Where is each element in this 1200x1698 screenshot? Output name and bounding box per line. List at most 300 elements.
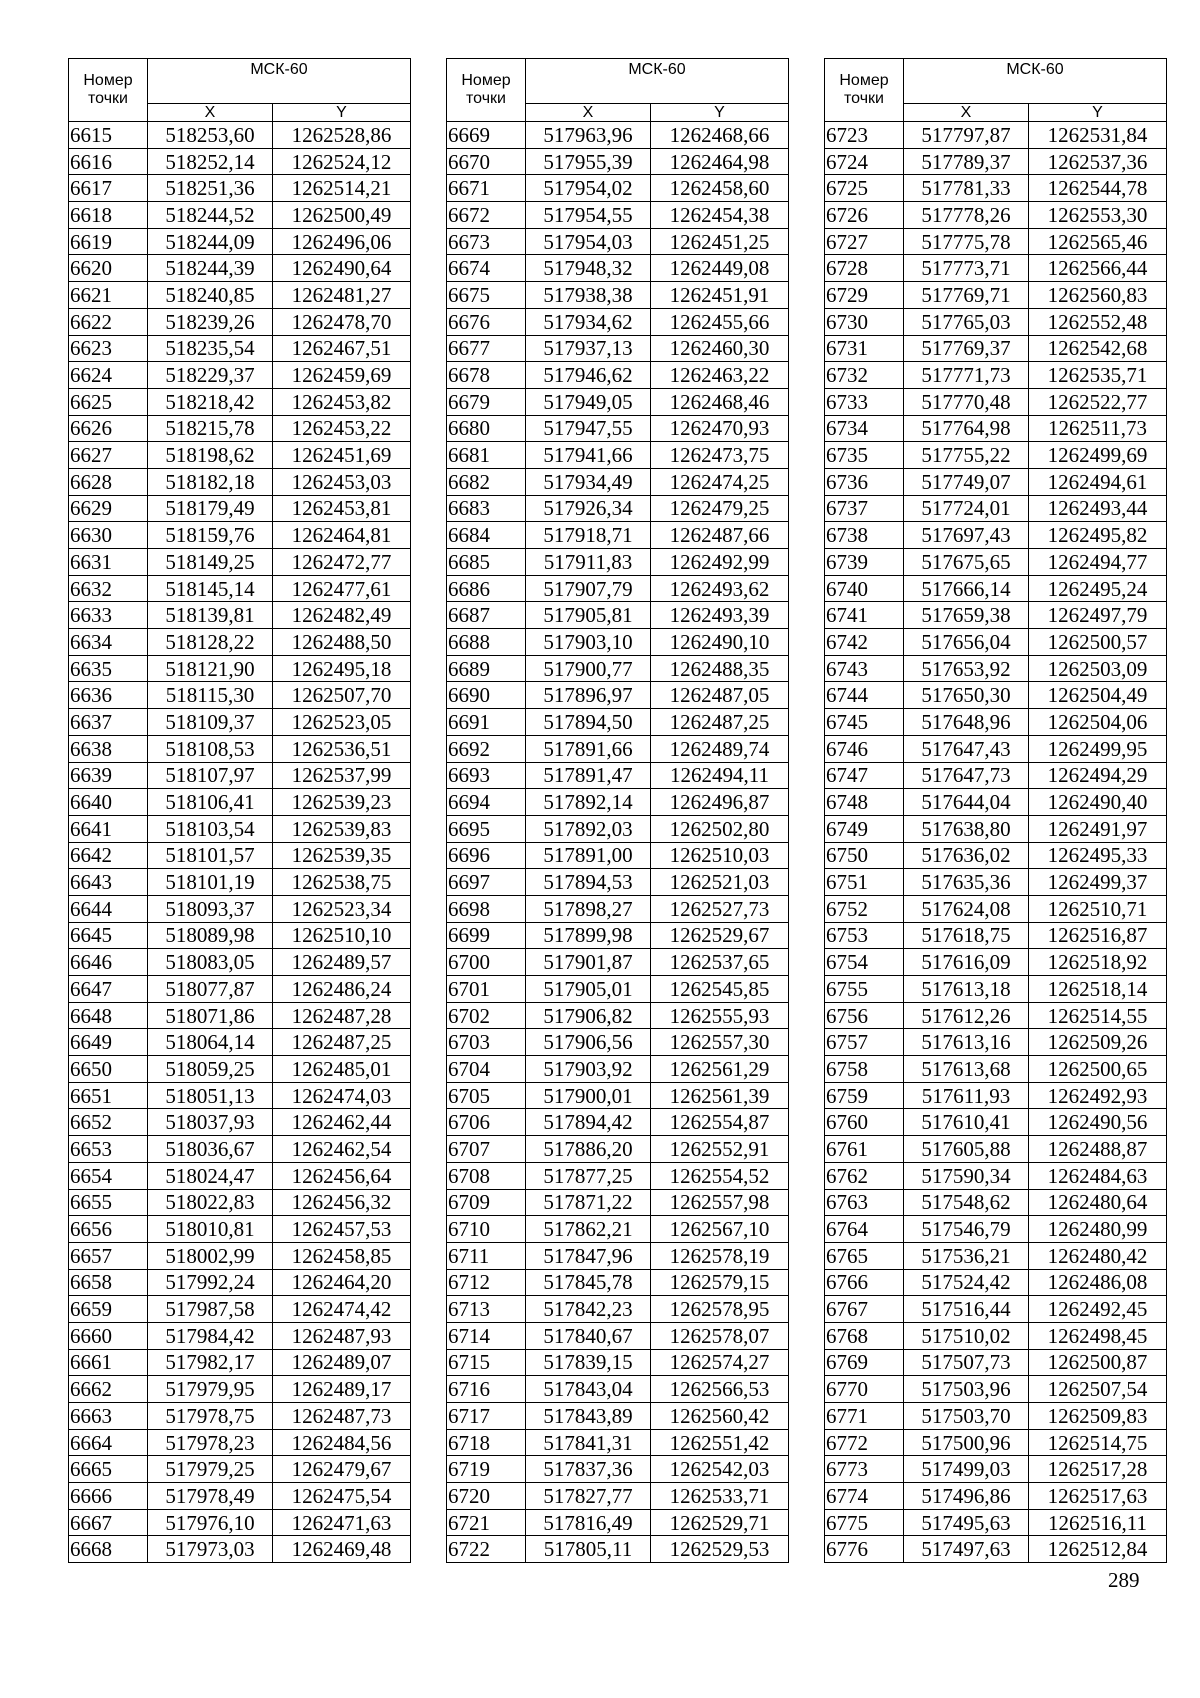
table-row <box>447 1136 789 1163</box>
x-coordinate-cell: 517900,77 <box>526 655 651 682</box>
y-coordinate-cell: 1262561,29 <box>651 1056 789 1083</box>
y-coordinate-cell: 1262472,77 <box>273 549 411 576</box>
point-number-cell: 6680 <box>447 415 526 442</box>
point-number-cell: 6710 <box>447 1216 526 1243</box>
table-row <box>825 1349 1167 1376</box>
table-row <box>825 869 1167 896</box>
table-row <box>447 602 789 629</box>
y-coordinate-cell: 1262504,49 <box>1029 682 1167 709</box>
table-row <box>69 735 411 762</box>
x-coordinate-cell: 518244,52 <box>148 202 273 229</box>
x-coordinate-cell: 517644,04 <box>904 789 1029 816</box>
table-row <box>447 842 789 869</box>
table-row <box>825 122 1167 149</box>
y-coordinate-cell: 1262480,64 <box>1029 1189 1167 1216</box>
coordinates-table-2 <box>446 58 789 1563</box>
y-coordinate-cell: 1262468,46 <box>651 388 789 415</box>
point-number-cell: 6646 <box>69 949 148 976</box>
x-coordinate-cell: 518251,36 <box>148 175 273 202</box>
table-row <box>447 655 789 682</box>
point-number-cell: 6776 <box>825 1536 904 1563</box>
point-number-cell: 6701 <box>447 976 526 1003</box>
y-coordinate-cell: 1262552,91 <box>651 1136 789 1163</box>
table-row <box>69 549 411 576</box>
x-coordinate-cell: 517816,49 <box>526 1509 651 1536</box>
y-coordinate-cell: 1262560,42 <box>651 1403 789 1430</box>
point-number-cell: 6659 <box>69 1296 148 1323</box>
table-body <box>447 122 789 1563</box>
point-number-cell: 6627 <box>69 442 148 469</box>
y-coordinate-cell: 1262495,82 <box>1029 522 1167 549</box>
x-coordinate-cell: 518108,53 <box>148 735 273 762</box>
y-coordinate-cell: 1262486,24 <box>273 976 411 1003</box>
x-coordinate-cell: 517949,05 <box>526 388 651 415</box>
table-row <box>447 122 789 149</box>
point-number-cell: 6713 <box>447 1296 526 1323</box>
table-row <box>825 709 1167 736</box>
x-coordinate-cell: 517941,66 <box>526 442 651 469</box>
y-coordinate-cell: 1262531,84 <box>1029 122 1167 149</box>
table-row <box>825 1082 1167 1109</box>
table-row <box>825 1456 1167 1483</box>
point-number-cell: 6693 <box>447 762 526 789</box>
y-coordinate-cell: 1262529,53 <box>651 1536 789 1563</box>
table-body <box>825 122 1167 1563</box>
x-header: X <box>904 104 1029 122</box>
x-coordinate-cell: 517843,04 <box>526 1376 651 1403</box>
y-coordinate-cell: 1262566,53 <box>651 1376 789 1403</box>
table-row <box>69 122 411 149</box>
y-coordinate-cell: 1262500,57 <box>1029 629 1167 656</box>
y-coordinate-cell: 1262574,27 <box>651 1349 789 1376</box>
point-number-cell: 6750 <box>825 842 904 869</box>
x-coordinate-cell: 517548,62 <box>904 1189 1029 1216</box>
y-coordinate-cell: 1262578,19 <box>651 1242 789 1269</box>
y-coordinate-cell: 1262453,82 <box>273 388 411 415</box>
x-coordinate-cell: 517653,92 <box>904 655 1029 682</box>
table-row <box>69 976 411 1003</box>
x-coordinate-cell: 517610,41 <box>904 1109 1029 1136</box>
table-row <box>69 602 411 629</box>
point-number-cell: 6702 <box>447 1002 526 1029</box>
point-number-cell: 6770 <box>825 1376 904 1403</box>
x-coordinate-cell: 517896,97 <box>526 682 651 709</box>
x-coordinate-cell: 517903,10 <box>526 629 651 656</box>
table-row <box>825 895 1167 922</box>
point-number-cell: 6743 <box>825 655 904 682</box>
point-number-cell: 6704 <box>447 1056 526 1083</box>
y-coordinate-cell: 1262551,42 <box>651 1429 789 1456</box>
x-coordinate-cell: 518149,25 <box>148 549 273 576</box>
x-coordinate-cell: 517892,14 <box>526 789 651 816</box>
coordinates-table-1 <box>68 58 411 1563</box>
point-number-cell: 6746 <box>825 735 904 762</box>
x-coordinate-cell: 517675,65 <box>904 549 1029 576</box>
point-number-cell: 6734 <box>825 415 904 442</box>
point-number-cell: 6696 <box>447 842 526 869</box>
point-number-cell: 6773 <box>825 1456 904 1483</box>
x-coordinate-cell: 518107,97 <box>148 762 273 789</box>
x-coordinate-cell: 517590,34 <box>904 1162 1029 1189</box>
table-row <box>69 949 411 976</box>
point-number-cell: 6695 <box>447 815 526 842</box>
x-coordinate-cell: 517892,03 <box>526 815 651 842</box>
y-coordinate-cell: 1262518,92 <box>1029 949 1167 976</box>
point-number-cell: 6654 <box>69 1162 148 1189</box>
table-row <box>825 308 1167 335</box>
table-row <box>447 1483 789 1510</box>
table-row <box>69 1162 411 1189</box>
table-row <box>825 1509 1167 1536</box>
x-coordinate-cell: 517516,44 <box>904 1296 1029 1323</box>
point-number-cell: 6763 <box>825 1189 904 1216</box>
x-coordinate-cell: 517847,96 <box>526 1242 651 1269</box>
point-number-cell: 6764 <box>825 1216 904 1243</box>
point-number-cell: 6762 <box>825 1162 904 1189</box>
x-coordinate-cell: 518077,87 <box>148 976 273 1003</box>
x-coordinate-cell: 517659,38 <box>904 602 1029 629</box>
y-coordinate-cell: 1262449,08 <box>651 255 789 282</box>
point-number-cell: 6691 <box>447 709 526 736</box>
table-row <box>825 415 1167 442</box>
y-coordinate-cell: 1262468,66 <box>651 122 789 149</box>
x-coordinate-cell: 517613,16 <box>904 1029 1029 1056</box>
y-coordinate-cell: 1262554,87 <box>651 1109 789 1136</box>
table-row <box>447 1056 789 1083</box>
point-number-cell: 6645 <box>69 922 148 949</box>
y-coordinate-cell: 1262495,18 <box>273 655 411 682</box>
x-coordinate-cell: 517605,88 <box>904 1136 1029 1163</box>
point-number-cell: 6712 <box>447 1269 526 1296</box>
table-row <box>447 1082 789 1109</box>
point-number-cell: 6658 <box>69 1269 148 1296</box>
table-row <box>825 388 1167 415</box>
y-coordinate-cell: 1262535,71 <box>1029 362 1167 389</box>
x-coordinate-cell: 517900,01 <box>526 1082 651 1109</box>
table-row <box>825 255 1167 282</box>
point-number-cell: 6623 <box>69 335 148 362</box>
x-coordinate-cell: 518101,57 <box>148 842 273 869</box>
point-number-cell: 6676 <box>447 308 526 335</box>
table-row <box>447 495 789 522</box>
y-coordinate-cell: 1262463,22 <box>651 362 789 389</box>
y-coordinate-cell: 1262480,42 <box>1029 1242 1167 1269</box>
y-coordinate-cell: 1262490,40 <box>1029 789 1167 816</box>
x-coordinate-cell: 517954,03 <box>526 228 651 255</box>
table-row <box>825 148 1167 175</box>
table-row <box>69 575 411 602</box>
table-row <box>825 1056 1167 1083</box>
point-number-cell: 6681 <box>447 442 526 469</box>
y-coordinate-cell: 1262464,81 <box>273 522 411 549</box>
point-number-cell: 6631 <box>69 549 148 576</box>
page-number: 289 <box>1108 1568 1140 1592</box>
table-row <box>447 1269 789 1296</box>
point-number-cell: 6660 <box>69 1322 148 1349</box>
table-row <box>825 1269 1167 1296</box>
y-coordinate-cell: 1262514,21 <box>273 175 411 202</box>
table-row <box>447 1296 789 1323</box>
y-coordinate-cell: 1262507,54 <box>1029 1376 1167 1403</box>
y-coordinate-cell: 1262451,69 <box>273 442 411 469</box>
point-number-cell: 6745 <box>825 709 904 736</box>
point-number-cell: 6733 <box>825 388 904 415</box>
table-row <box>825 762 1167 789</box>
y-coordinate-cell: 1262488,50 <box>273 629 411 656</box>
y-coordinate-cell: 1262487,93 <box>273 1322 411 1349</box>
x-coordinate-cell: 517618,75 <box>904 922 1029 949</box>
table-row <box>447 1429 789 1456</box>
x-coordinate-cell: 517973,03 <box>148 1536 273 1563</box>
point-number-cell: 6736 <box>825 468 904 495</box>
y-coordinate-cell: 1262529,71 <box>651 1509 789 1536</box>
x-coordinate-cell: 517778,26 <box>904 202 1029 229</box>
point-number-cell: 6723 <box>825 122 904 149</box>
table-row <box>69 869 411 896</box>
point-number-cell: 6716 <box>447 1376 526 1403</box>
x-coordinate-cell: 517907,79 <box>526 575 651 602</box>
point-number-cell: 6730 <box>825 308 904 335</box>
table-row <box>69 335 411 362</box>
point-number-cell: 6678 <box>447 362 526 389</box>
table-row <box>447 522 789 549</box>
x-coordinate-cell: 517827,77 <box>526 1483 651 1510</box>
coordinate-system-header: МСК-60 <box>904 59 1167 104</box>
y-coordinate-cell: 1262490,56 <box>1029 1109 1167 1136</box>
point-number-cell: 6729 <box>825 282 904 309</box>
point-number-cell: 6753 <box>825 922 904 949</box>
coordinates-table-3 <box>824 58 1167 1563</box>
x-coordinate-cell: 517840,67 <box>526 1322 651 1349</box>
x-coordinate-cell: 517948,32 <box>526 255 651 282</box>
table-row <box>69 1483 411 1510</box>
table-row <box>69 1082 411 1109</box>
x-coordinate-cell: 517845,78 <box>526 1269 651 1296</box>
point-number-cell: 6677 <box>447 335 526 362</box>
x-coordinate-cell: 517901,87 <box>526 949 651 976</box>
x-coordinate-cell: 517837,36 <box>526 1456 651 1483</box>
y-coordinate-cell: 1262489,57 <box>273 949 411 976</box>
x-coordinate-cell: 517771,73 <box>904 362 1029 389</box>
y-coordinate-cell: 1262456,32 <box>273 1189 411 1216</box>
y-coordinate-cell: 1262499,37 <box>1029 869 1167 896</box>
y-coordinate-cell: 1262496,06 <box>273 228 411 255</box>
table-row <box>447 895 789 922</box>
x-coordinate-cell: 517638,80 <box>904 815 1029 842</box>
x-coordinate-cell: 518179,49 <box>148 495 273 522</box>
y-coordinate-cell: 1262457,53 <box>273 1216 411 1243</box>
table-row <box>447 282 789 309</box>
x-coordinate-cell: 517871,22 <box>526 1189 651 1216</box>
point-number-cell: 6694 <box>447 789 526 816</box>
table-row <box>447 1509 789 1536</box>
table-row <box>69 1536 411 1563</box>
y-coordinate-cell: 1262492,45 <box>1029 1296 1167 1323</box>
x-coordinate-cell: 517926,34 <box>526 495 651 522</box>
point-number-cell: 6751 <box>825 869 904 896</box>
point-number-cell: 6625 <box>69 388 148 415</box>
y-coordinate-cell: 1262566,44 <box>1029 255 1167 282</box>
x-coordinate-cell: 517611,93 <box>904 1082 1029 1109</box>
point-number-cell: 6752 <box>825 895 904 922</box>
table-row <box>825 1536 1167 1563</box>
table-row <box>825 1322 1167 1349</box>
x-coordinate-cell: 517891,47 <box>526 762 651 789</box>
table-row <box>69 282 411 309</box>
y-coordinate-cell: 1262474,03 <box>273 1082 411 1109</box>
x-coordinate-cell: 517724,01 <box>904 495 1029 522</box>
x-coordinate-cell: 517982,17 <box>148 1349 273 1376</box>
y-coordinate-cell: 1262523,34 <box>273 895 411 922</box>
y-coordinate-cell: 1262484,56 <box>273 1429 411 1456</box>
table-row <box>447 175 789 202</box>
table-row <box>825 1136 1167 1163</box>
y-coordinate-cell: 1262545,85 <box>651 976 789 1003</box>
point-number-cell: 6641 <box>69 815 148 842</box>
point-number-cell: 6638 <box>69 735 148 762</box>
x-coordinate-cell: 517911,83 <box>526 549 651 576</box>
y-coordinate-cell: 1262493,62 <box>651 575 789 602</box>
table-row <box>825 629 1167 656</box>
table-row <box>825 789 1167 816</box>
x-coordinate-cell: 517781,33 <box>904 175 1029 202</box>
x-coordinate-cell: 517937,13 <box>526 335 651 362</box>
table-row <box>447 549 789 576</box>
x-coordinate-cell: 518215,78 <box>148 415 273 442</box>
x-coordinate-cell: 518093,37 <box>148 895 273 922</box>
y-header: Y <box>651 104 789 122</box>
x-coordinate-cell: 517841,31 <box>526 1429 651 1456</box>
y-coordinate-cell: 1262490,64 <box>273 255 411 282</box>
x-coordinate-cell: 517612,26 <box>904 1002 1029 1029</box>
x-coordinate-cell: 517805,11 <box>526 1536 651 1563</box>
point-number-cell: 6657 <box>69 1242 148 1269</box>
x-coordinate-cell: 518198,62 <box>148 442 273 469</box>
y-coordinate-cell: 1262489,74 <box>651 735 789 762</box>
y-coordinate-cell: 1262565,46 <box>1029 228 1167 255</box>
y-coordinate-cell: 1262487,25 <box>651 709 789 736</box>
y-coordinate-cell: 1262517,28 <box>1029 1456 1167 1483</box>
table-row <box>69 1189 411 1216</box>
y-coordinate-cell: 1262561,39 <box>651 1082 789 1109</box>
y-coordinate-cell: 1262491,97 <box>1029 815 1167 842</box>
y-coordinate-cell: 1262459,69 <box>273 362 411 389</box>
x-coordinate-cell: 517946,62 <box>526 362 651 389</box>
point-number-cell: 6632 <box>69 575 148 602</box>
x-coordinate-cell: 517647,43 <box>904 735 1029 762</box>
table-row <box>447 976 789 1003</box>
table-row <box>447 1376 789 1403</box>
y-coordinate-cell: 1262498,45 <box>1029 1322 1167 1349</box>
x-coordinate-cell: 517765,03 <box>904 308 1029 335</box>
table-row <box>825 1429 1167 1456</box>
y-coordinate-cell: 1262510,03 <box>651 842 789 869</box>
table-row <box>825 1002 1167 1029</box>
point-number-cell: 6688 <box>447 629 526 656</box>
table-row <box>825 949 1167 976</box>
y-coordinate-cell: 1262453,22 <box>273 415 411 442</box>
y-coordinate-cell: 1262473,75 <box>651 442 789 469</box>
x-coordinate-cell: 518244,09 <box>148 228 273 255</box>
table-row <box>447 335 789 362</box>
y-coordinate-cell: 1262455,66 <box>651 308 789 335</box>
table-row <box>447 1242 789 1269</box>
point-number-cell: 6622 <box>69 308 148 335</box>
x-coordinate-cell: 518128,22 <box>148 629 273 656</box>
table-row <box>447 255 789 282</box>
y-coordinate-cell: 1262557,98 <box>651 1189 789 1216</box>
point-number-cell: 6672 <box>447 202 526 229</box>
point-number-cell: 6650 <box>69 1056 148 1083</box>
table-row <box>825 442 1167 469</box>
y-coordinate-cell: 1262494,29 <box>1029 762 1167 789</box>
y-coordinate-cell: 1262504,06 <box>1029 709 1167 736</box>
y-coordinate-cell: 1262460,30 <box>651 335 789 362</box>
y-coordinate-cell: 1262494,77 <box>1029 549 1167 576</box>
point-number-cell: 6686 <box>447 575 526 602</box>
x-coordinate-cell: 517843,89 <box>526 1403 651 1430</box>
y-coordinate-cell: 1262542,68 <box>1029 335 1167 362</box>
x-coordinate-cell: 517906,56 <box>526 1029 651 1056</box>
y-coordinate-cell: 1262464,20 <box>273 1269 411 1296</box>
table-row <box>69 762 411 789</box>
table-row <box>69 175 411 202</box>
point-number-cell: 6683 <box>447 495 526 522</box>
x-coordinate-cell: 517503,96 <box>904 1376 1029 1403</box>
point-number-cell: 6629 <box>69 495 148 522</box>
table-row <box>69 202 411 229</box>
y-coordinate-cell: 1262458,60 <box>651 175 789 202</box>
point-number-cell: 6692 <box>447 735 526 762</box>
x-coordinate-cell: 518103,54 <box>148 815 273 842</box>
point-number-cell: 6756 <box>825 1002 904 1029</box>
x-coordinate-cell: 517769,37 <box>904 335 1029 362</box>
x-coordinate-cell: 517862,21 <box>526 1216 651 1243</box>
y-coordinate-cell: 1262454,38 <box>651 202 789 229</box>
point-number-cell: 6674 <box>447 255 526 282</box>
x-coordinate-cell: 517979,25 <box>148 1456 273 1483</box>
y-coordinate-cell: 1262502,80 <box>651 815 789 842</box>
point-number-cell: 6624 <box>69 362 148 389</box>
point-number-cell: 6748 <box>825 789 904 816</box>
y-coordinate-cell: 1262552,48 <box>1029 308 1167 335</box>
y-coordinate-cell: 1262490,10 <box>651 629 789 656</box>
x-coordinate-cell: 518159,76 <box>148 522 273 549</box>
x-coordinate-cell: 518051,13 <box>148 1082 273 1109</box>
y-coordinate-cell: 1262538,75 <box>273 869 411 896</box>
x-coordinate-cell: 518083,05 <box>148 949 273 976</box>
x-coordinate-cell: 517636,02 <box>904 842 1029 869</box>
x-coordinate-cell: 517755,22 <box>904 442 1029 469</box>
point-number-cell: 6758 <box>825 1056 904 1083</box>
point-number-cell: 6661 <box>69 1349 148 1376</box>
x-coordinate-cell: 517496,86 <box>904 1483 1029 1510</box>
table-row <box>69 148 411 175</box>
table-row <box>447 1536 789 1563</box>
point-number-cell: 6718 <box>447 1429 526 1456</box>
y-coordinate-cell: 1262493,44 <box>1029 495 1167 522</box>
x-coordinate-cell: 518244,39 <box>148 255 273 282</box>
y-coordinate-cell: 1262537,99 <box>273 762 411 789</box>
point-number-cell: 6663 <box>69 1403 148 1430</box>
table-body <box>69 122 411 1563</box>
x-coordinate-cell: 517963,96 <box>526 122 651 149</box>
y-coordinate-cell: 1262492,99 <box>651 549 789 576</box>
x-coordinate-cell: 518145,14 <box>148 575 273 602</box>
table-row <box>69 1029 411 1056</box>
table-row <box>447 629 789 656</box>
table-row <box>447 388 789 415</box>
